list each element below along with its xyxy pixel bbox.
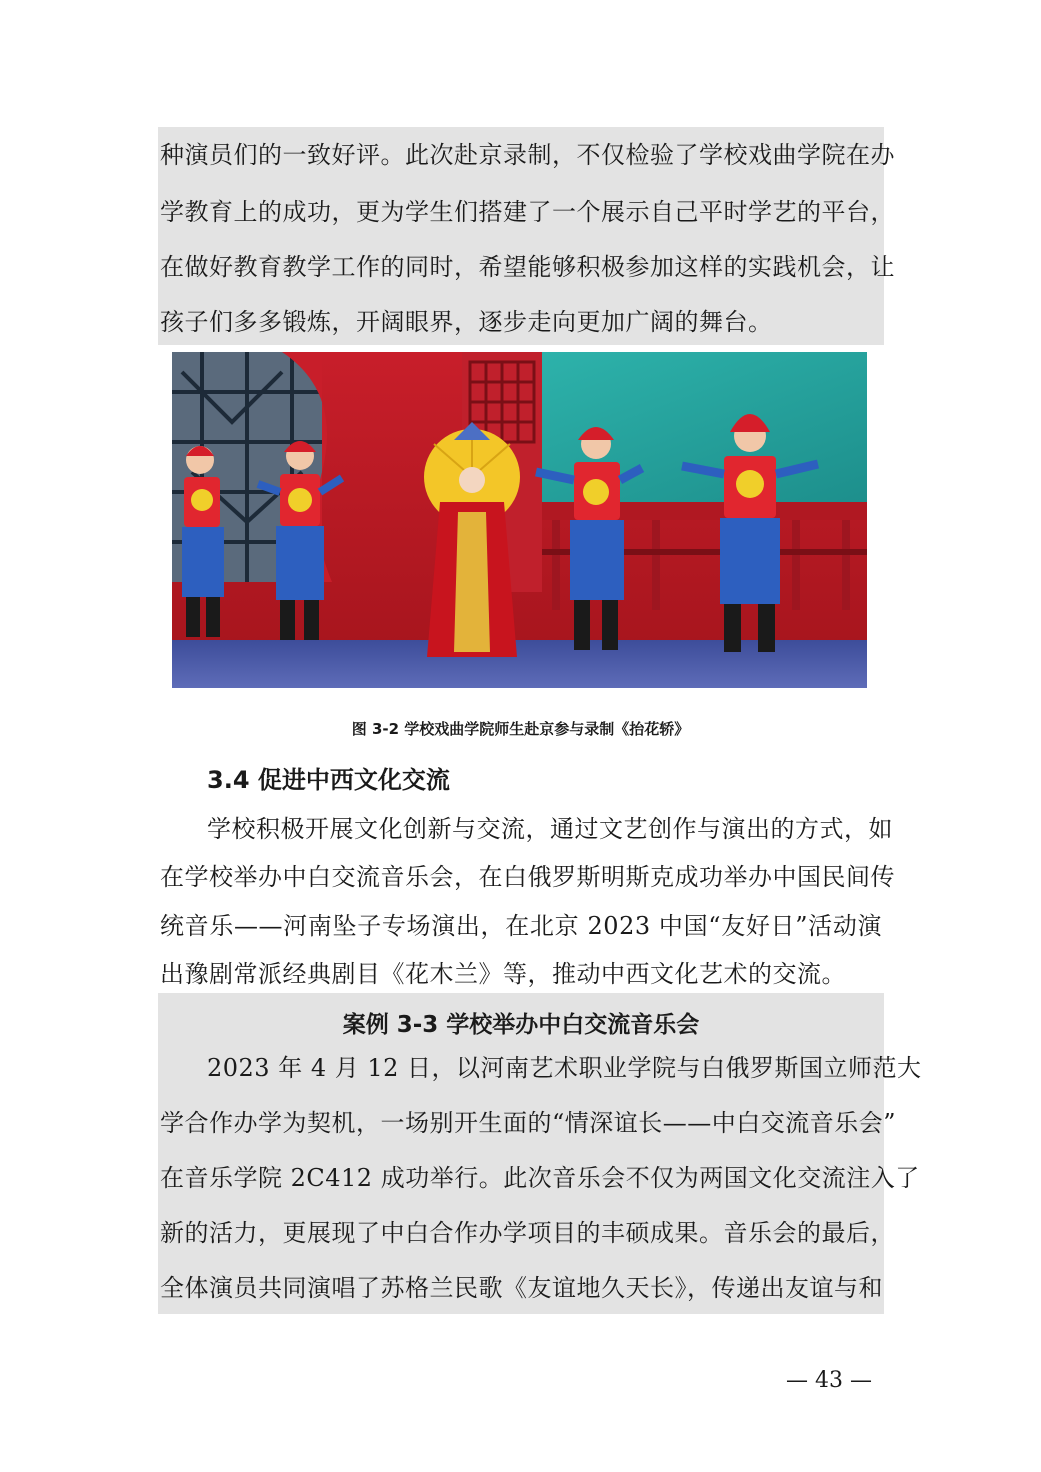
stage-performance-photo (172, 352, 867, 688)
paragraph-line: 孩子们多多锻炼，开阔眼界，逐步走向更加广阔的舞台。 (160, 308, 773, 336)
paragraph-line: 在学校举办中白交流音乐会，在白俄罗斯明斯克成功举办中国民间传 (160, 863, 895, 891)
paragraph-line: 种演员们的一致好评。此次赴京录制，不仅检验了学校戏曲学院在办 (160, 141, 895, 169)
paragraph-line: 学校积极开展文化创新与交流，通过文艺创作与演出的方式，如 (207, 815, 893, 843)
paragraph-line: 学合作办学为契机，一场别开生面的“情深谊长——中白交流音乐会” (160, 1109, 897, 1137)
paragraph-line: 新的活力，更展现了中白合作办学项目的丰硕成果。音乐会的最后， (160, 1219, 895, 1247)
paragraph-line: 2023 年 4 月 12 日，以河南艺术职业学院与白俄罗斯国立师范大 (207, 1054, 922, 1082)
section-heading: 3.4 促进中西文化交流 (207, 766, 450, 794)
paragraph-line: 学教育上的成功，更为学生们搭建了一个展示自己平时学艺的平台， (160, 198, 895, 226)
paragraph-line: 全体演员共同演唱了苏格兰民歌《友谊地久天长》，传递出友谊与和 (160, 1274, 883, 1302)
page-number: — 43 — (786, 1368, 872, 1393)
figure-caption: 图 3-2 学校戏曲学院师生赴京参与录制《抬花轿》 (351, 720, 690, 738)
paragraph-line: 在音乐学院 2C412 成功举行。此次音乐会不仅为两国文化交流注入了 (160, 1164, 920, 1192)
paragraph-line: 出豫剧常派经典剧目《花木兰》等，推动中西文化艺术的交流。 (160, 960, 846, 988)
case-title: 案例 3-3 学校举办中白交流音乐会 (342, 1012, 700, 1038)
paragraph-line: 统音乐——河南坠子专场演出，在北京 2023 中国“友好日”活动演 (160, 912, 882, 940)
paragraph-line: 在做好教育教学工作的同时，希望能够积极参加这样的实践机会，让 (160, 253, 895, 281)
